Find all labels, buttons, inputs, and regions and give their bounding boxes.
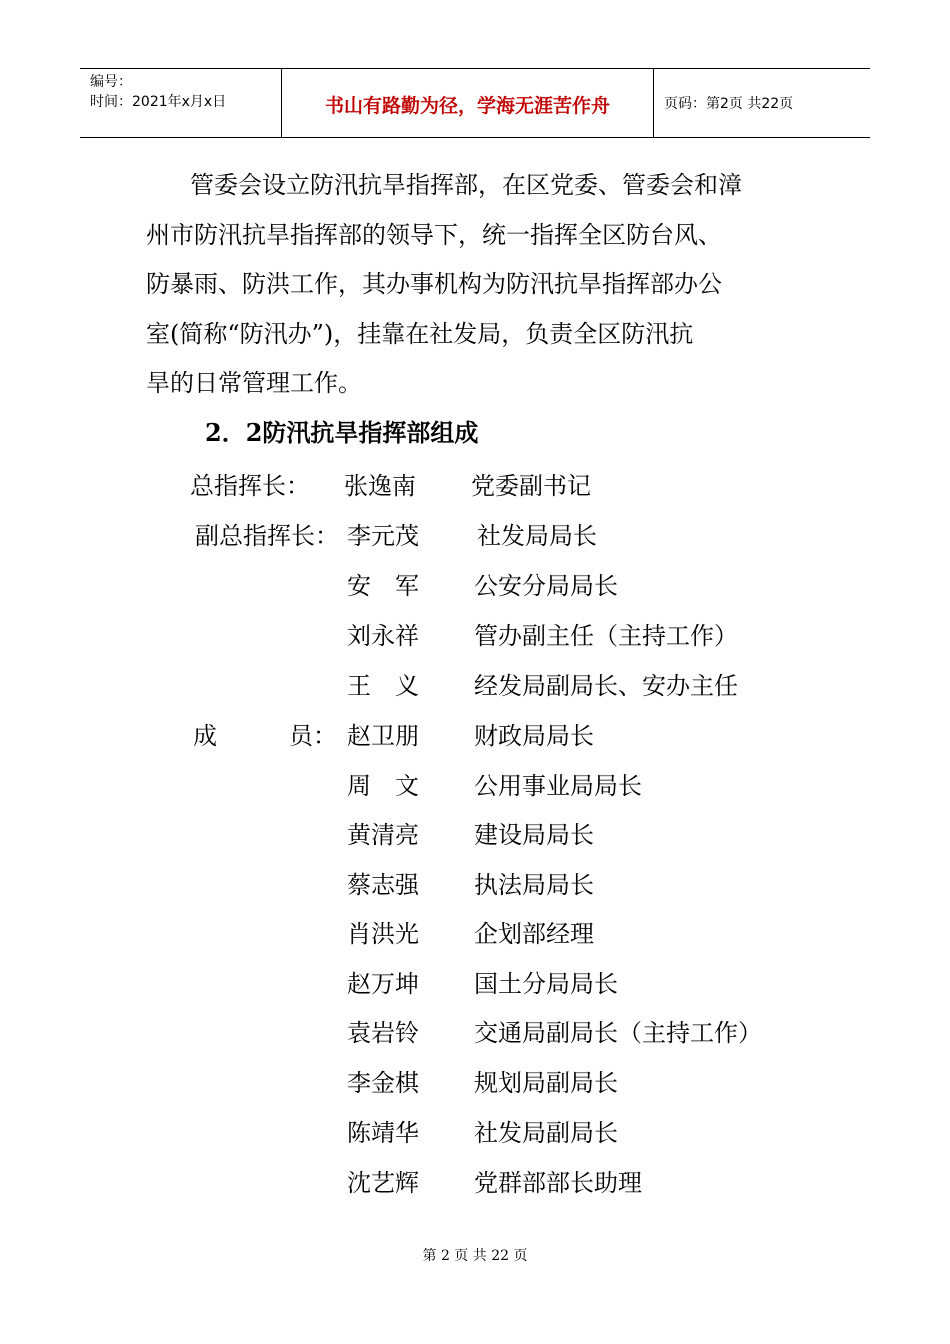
roster-row bbox=[0, 466, 950, 510]
paragraph-line: 州市防汛抗旱指挥部的领导下，统一指挥全区防台风、 bbox=[146, 220, 722, 249]
roster-row bbox=[0, 1113, 950, 1157]
roster-name: 袁岩铃 bbox=[347, 1019, 419, 1047]
roster-role: 总指挥长： bbox=[190, 472, 310, 500]
roster-row bbox=[0, 566, 950, 610]
header-page-info: 页码：第2页 共22页 bbox=[664, 96, 794, 112]
document-number-label: 编号： bbox=[90, 74, 132, 90]
roster-name: 周 文 bbox=[347, 772, 419, 800]
roster-name: 陈靖华 bbox=[347, 1119, 419, 1147]
roster-row bbox=[0, 1013, 950, 1057]
roster-name: 李金棋 bbox=[347, 1069, 419, 1097]
document-time-label: 时间：2021年x月x日 bbox=[90, 94, 227, 110]
roster-row bbox=[0, 815, 950, 859]
paragraph-line: 室(简称“防汛办”)，挂靠在社发局，负责全区防汛抗 bbox=[146, 319, 694, 348]
paragraph-line: 管委会设立防汛抗旱指挥部，在区党委、管委会和漳 bbox=[190, 171, 742, 199]
section-title: 2．2防汛抗旱指挥部组成 bbox=[205, 418, 479, 447]
roster-row bbox=[0, 914, 950, 958]
roster-title: 建设局局长 bbox=[474, 821, 594, 849]
roster-title: 党群部部长助理 bbox=[474, 1169, 642, 1197]
roster-name: 张逸南 bbox=[344, 472, 416, 500]
roster-title: 党委副书记 bbox=[471, 472, 591, 500]
page-header bbox=[80, 68, 870, 138]
roster-row bbox=[0, 766, 950, 810]
intro-paragraph bbox=[146, 161, 796, 409]
roster-title: 执法局局长 bbox=[474, 871, 594, 899]
roster-name: 黄清亮 bbox=[347, 821, 419, 849]
roster-row bbox=[0, 1163, 950, 1207]
roster-title: 公安分局局长 bbox=[474, 572, 618, 600]
roster-name: 李元茂 bbox=[347, 522, 419, 550]
header-page-cell bbox=[654, 69, 870, 137]
roster-name: 安 军 bbox=[347, 572, 419, 600]
roster-title: 公用事业局局长 bbox=[474, 772, 642, 800]
header-motto: 书山有路勤为径，学海无涯苦作舟 bbox=[324, 95, 610, 117]
paragraph-line: 旱的日常管理工作。 bbox=[146, 369, 362, 397]
roster-row bbox=[0, 865, 950, 909]
roster-name: 蔡志强 bbox=[347, 871, 419, 899]
roster-title: 规划局副局长 bbox=[474, 1069, 618, 1097]
page-footer: 第 2 页 共 22 页 bbox=[422, 1248, 528, 1264]
roster-role: 成 员： bbox=[193, 722, 337, 750]
roster-title: 国土分局局长 bbox=[474, 970, 618, 998]
roster-row bbox=[0, 964, 950, 1008]
roster-row bbox=[0, 1063, 950, 1107]
roster-name: 赵万坤 bbox=[347, 970, 419, 998]
roster-row bbox=[0, 516, 950, 560]
header-motto-cell bbox=[282, 69, 654, 137]
roster-role: 副总指挥长： bbox=[195, 522, 339, 550]
roster-name: 赵卫朋 bbox=[347, 722, 419, 750]
roster-name: 肖洪光 bbox=[347, 920, 419, 948]
roster-title: 经发局副局长、安办主任 bbox=[474, 672, 738, 700]
paragraph-line: 防暴雨、防洪工作，其办事机构为防汛抗旱指挥部办公 bbox=[146, 270, 722, 298]
roster-name: 沈艺辉 bbox=[347, 1169, 419, 1197]
roster-title: 交通局副局长（主持工作） bbox=[474, 1019, 762, 1047]
roster-title: 管办副主任（主持工作） bbox=[474, 622, 738, 650]
roster-row bbox=[0, 616, 950, 660]
roster-title: 企划部经理 bbox=[474, 920, 594, 948]
roster-title: 财政局局长 bbox=[474, 722, 594, 750]
roster-row bbox=[0, 666, 950, 710]
roster-name: 刘永祥 bbox=[347, 622, 419, 650]
header-meta-cell bbox=[80, 69, 282, 137]
roster-title: 社发局副局长 bbox=[474, 1119, 618, 1147]
roster-name: 王 义 bbox=[347, 672, 419, 700]
roster-title: 社发局局长 bbox=[477, 522, 597, 550]
roster-row bbox=[0, 716, 950, 760]
